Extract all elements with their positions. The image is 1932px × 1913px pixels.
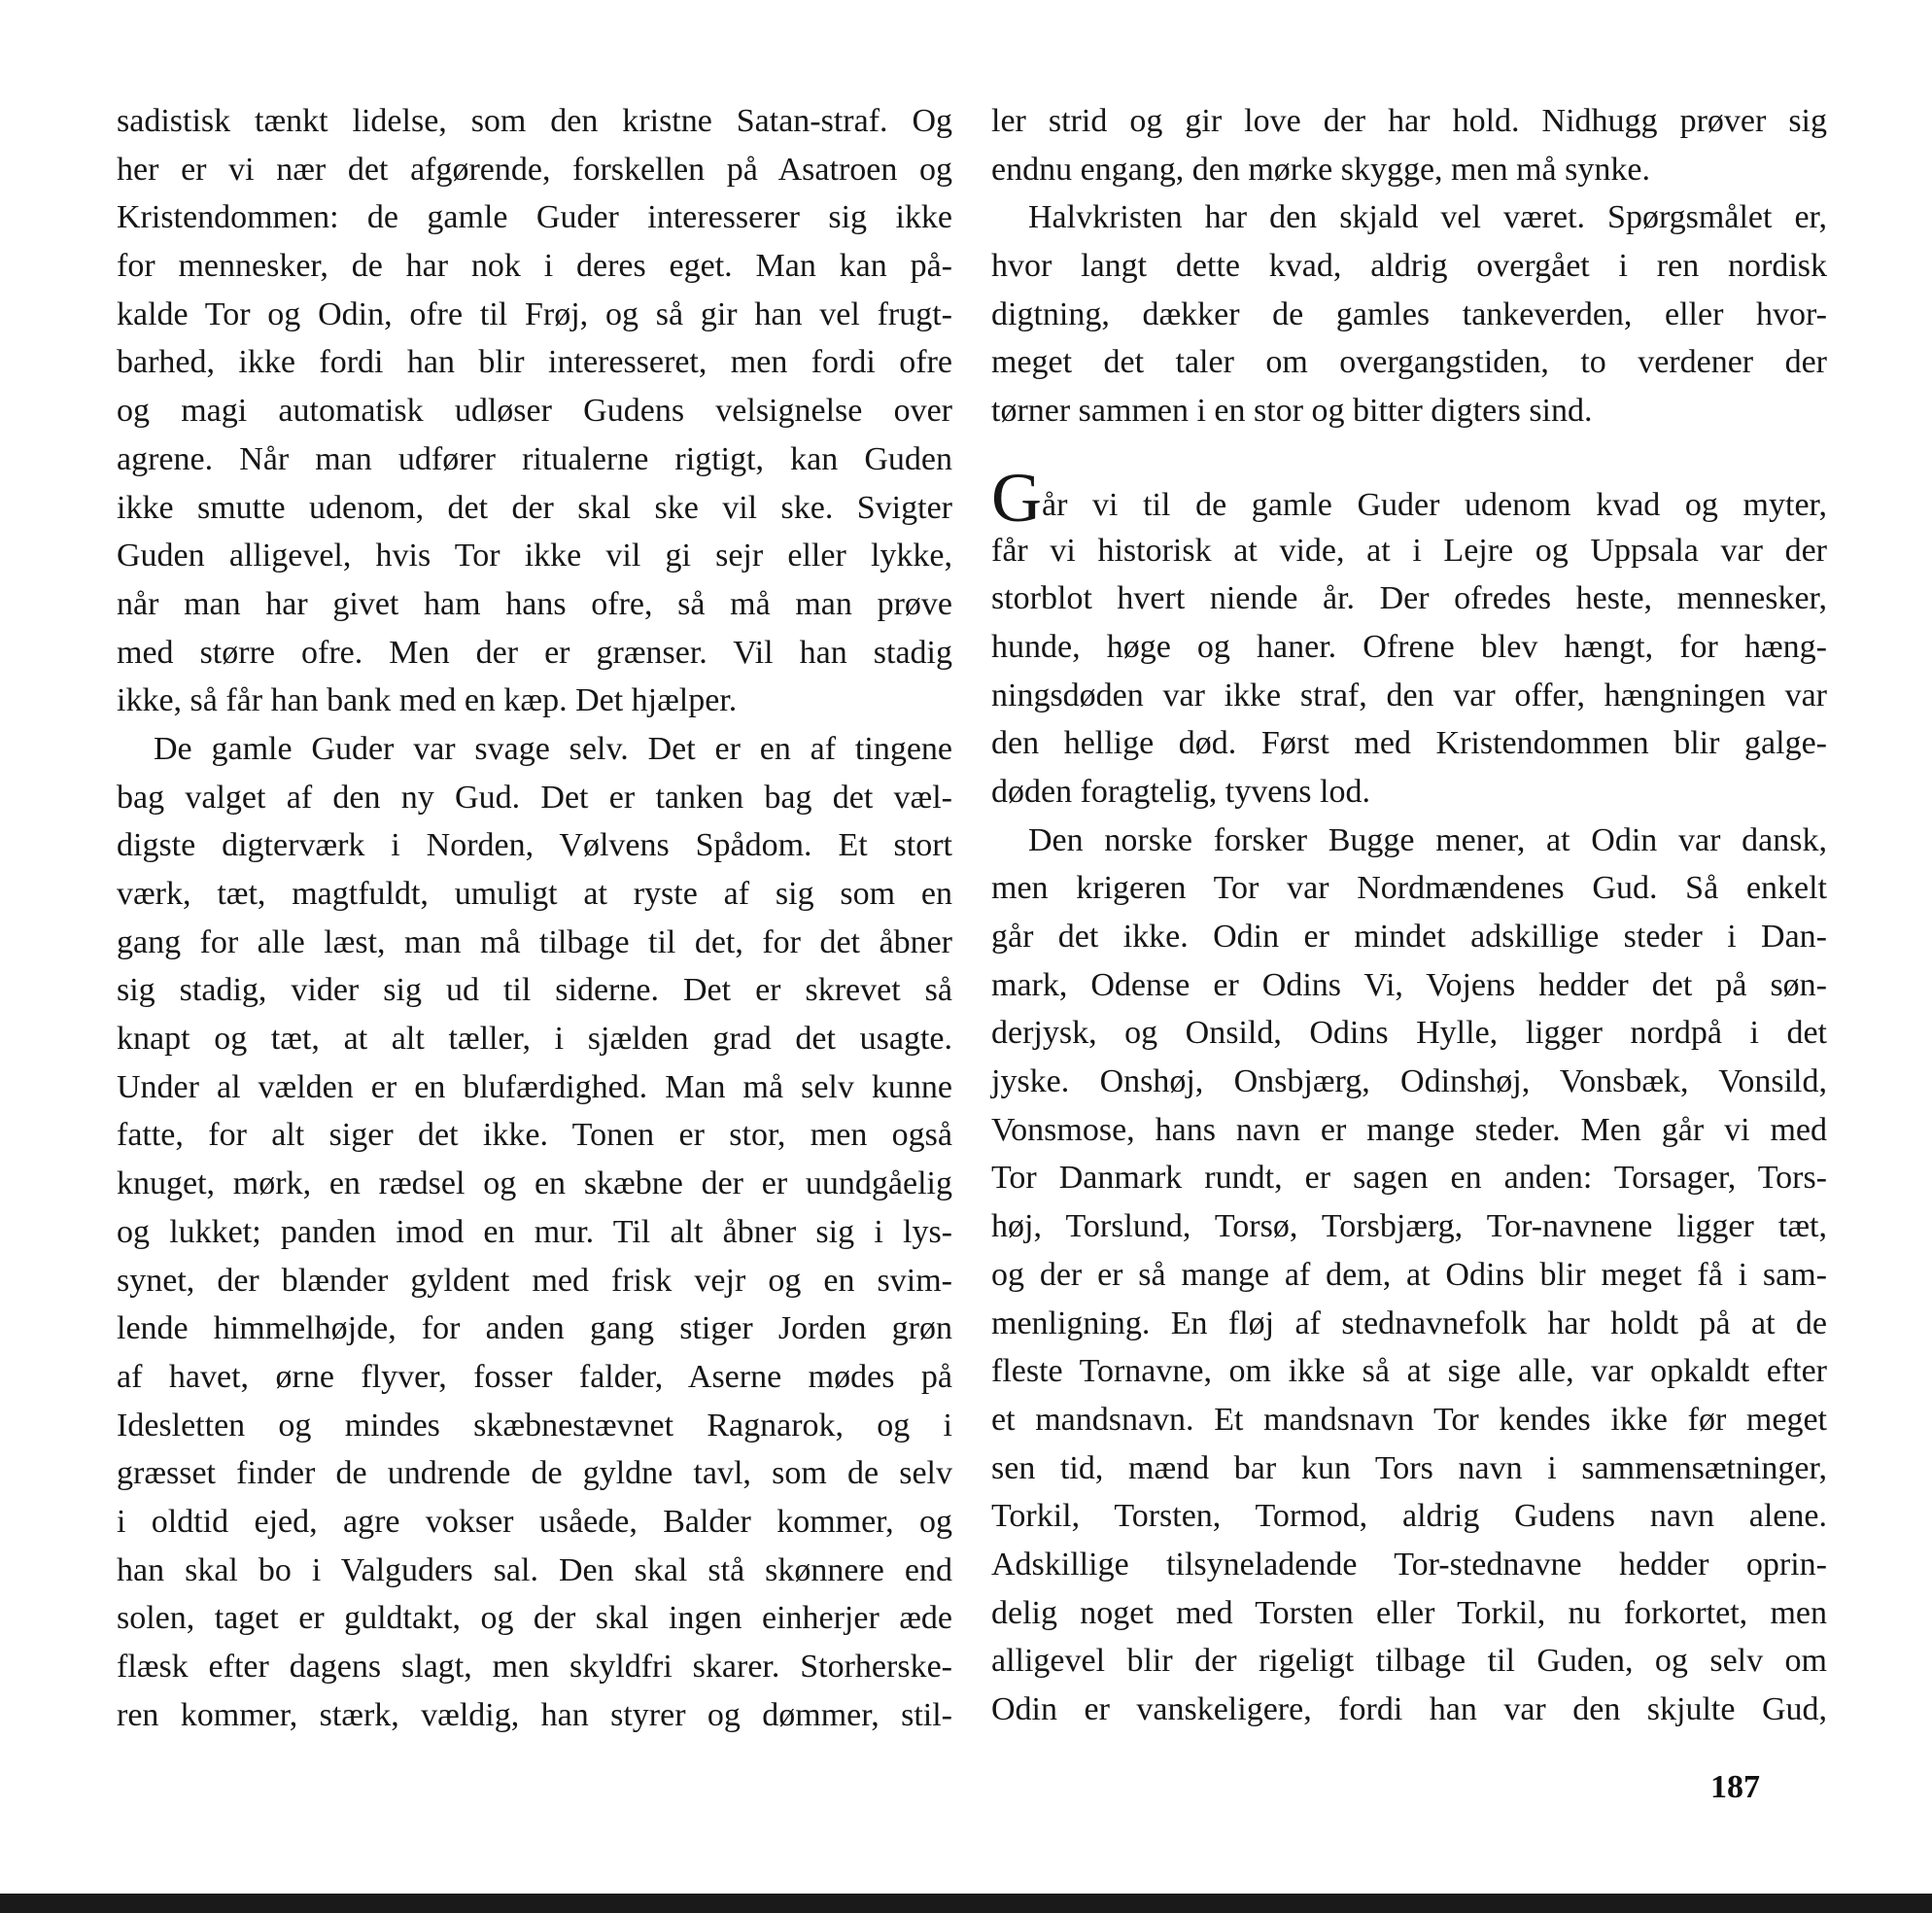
text-line: menligning. En fløj af stednavnefolk har holdt på at de (991, 1304, 1827, 1341)
scan-bottom-edge (0, 1894, 1932, 1913)
text-line: her er vi nær det afgørende, forskellen på Asatroen og (117, 151, 952, 188)
section-start-text: år vi til de gamle Guder udenom kvad og myter, (1042, 486, 1827, 523)
text-line: Odin er vanskeligere, fordi han var den skjulte Gud, (991, 1691, 1827, 1727)
text-line: går det ikke. Odin er mindet adskillige steder i Dan- (991, 919, 1827, 955)
text-line: Vonsmose, hans navn er mange steder. Men går vi med (991, 1111, 1827, 1148)
text-line: mark, Odense er Odins Vi, Vojens hedder det på søn- (991, 966, 1827, 1003)
text-line: Tor Danmark rundt, er sagen en anden: Torsager, Tors- (991, 1160, 1827, 1197)
text-line: gang for alle læst, man må tilbage til det, for det åbner (117, 923, 952, 960)
section-start-line (991, 458, 1827, 537)
text-line: græsset finder de undrende de gyldne tavl, som de selv (117, 1455, 952, 1492)
text-line: Kristendommen: de gamle Guder interesserer sig ikke (117, 199, 952, 236)
text-line: Guden alligevel, hvis Tor ikke vil gi sejr eller lykke, (117, 538, 952, 574)
paragraph-start-line: Halvkristen har den skjald vel været. Spørgsmålet er, (1028, 199, 1827, 236)
text-line: meget det taler om overgangstiden, to verdener der (991, 344, 1827, 381)
text-line: døden foragtelig, tyvens lod. (991, 773, 1370, 810)
text-line: jyske. Onshøj, Onsbjærg, Odinshøj, Vonsbæk, Vonsild, (991, 1063, 1827, 1100)
text-line: ler strid og gir love der har hold. Nidhugg prøver sig (991, 103, 1827, 139)
text-line: og magi automatisk udløser Gudens velsignelse over (117, 393, 952, 430)
text-line: derjysk, og Onsild, Odins Hylle, ligger nordpå i det (991, 1015, 1827, 1052)
text-line: ren kommer, stærk, vældig, han styrer og dømmer, stil- (117, 1696, 952, 1733)
text-line: fatte, for alt siger det ikke. Tonen er stor, men også (117, 1117, 952, 1154)
text-line: høj, Torslund, Torsø, Torsbjærg, Tor-navnene ligger tæt, (991, 1208, 1827, 1245)
text-line: digtning, dækker de gamles tankeverden, eller hvor- (991, 296, 1827, 332)
text-line: i oldtid ejed, agre vokser usåede, Balder kommer, og (117, 1503, 952, 1540)
text-line: knuget, mørk, en rædsel og en skæbne der er uundgåelig (117, 1165, 952, 1202)
text-line: barhed, ikke fordi han blir interesseret, men fordi ofre (117, 344, 952, 381)
text-line: får vi historisk at vide, at i Lejre og Uppsala var der (991, 532, 1827, 569)
text-line: synet, der blænder gyldent med frisk vejr og en svim- (117, 1262, 952, 1299)
text-line: sig stadig, vider sig ud til siderne. Det er skrevet så (117, 972, 952, 1009)
text-line: men krigeren Tor var Nordmændenes Gud. Så enkelt (991, 870, 1827, 907)
text-line: bag valget af den ny Gud. Det er tanken bag det væl- (117, 779, 952, 816)
drop-cap: G (991, 458, 1042, 537)
text-line: Torkil, Torsten, Tormod, aldrig Gudens navn alene. (991, 1498, 1827, 1535)
text-line: delig noget med Torsten eller Torkil, nu forkortet, men (991, 1594, 1827, 1631)
text-line: når man har givet ham hans ofre, så må man prøve (117, 585, 952, 622)
left-text-column (117, 97, 952, 1739)
text-line: ikke, så får han bank med en kæp. Det hjælper. (117, 682, 738, 719)
right-text-column (991, 97, 1827, 1734)
text-line: og lukket; panden imod en mur. Til alt åbner sig i lys- (117, 1213, 952, 1250)
text-line: ikke smutte udenom, det der skal ske vil ske. Svigter (117, 489, 952, 526)
paragraph-start-line: Den norske forsker Bugge mener, at Odin var dansk, (1028, 821, 1827, 858)
paragraph-start-line: De gamle Guder var svage selv. Det er en af tingene (154, 730, 952, 767)
text-line: tørner sammen i en stor og bitter digters sind. (991, 393, 1593, 430)
text-line: sen tid, mænd bar kun Tors navn i sammensætninger, (991, 1449, 1827, 1486)
text-line: den hellige død. Først med Kristendommen blir galge- (991, 725, 1827, 762)
text-line: solen, taget er guldtakt, og der skal ingen einherjer æde (117, 1600, 952, 1637)
text-line: endnu engang, den mørke skygge, men må synke. (991, 151, 1650, 188)
text-line: storblot hvert niende år. Der ofredes heste, mennesker, (991, 580, 1827, 617)
text-line: med større ofre. Men der er grænser. Vil han stadig (117, 634, 952, 671)
text-line: hunde, høge og haner. Ofrene blev hængt, for hæng- (991, 628, 1827, 665)
page-number: 187 (1710, 1769, 1760, 1805)
text-line: af havet, ørne flyver, fosser falder, Aserne mødes på (117, 1358, 952, 1395)
text-line: hvor langt dette kvad, aldrig overgået i ren nordisk (991, 248, 1827, 285)
text-line: han skal bo i Valguders sal. Den skal stå skønnere end (117, 1551, 952, 1588)
text-line: agrene. Når man udfører ritualerne rigtigt, kan Guden (117, 440, 952, 477)
text-line: Idesletten og mindes skæbnestævnet Ragnarok, og i (117, 1407, 952, 1443)
text-line: værk, tæt, magtfuldt, umuligt at ryste af sig som en (117, 876, 952, 912)
text-line: alligevel blir der rigeligt tilbage til Guden, og selv om (991, 1643, 1827, 1680)
text-line: sadistisk tænkt lidelse, som den kristne Satan-straf. Og (117, 103, 952, 139)
text-line: fleste Tornavne, om ikke så at sige alle, var opkaldt efter (991, 1353, 1827, 1390)
text-line: et mandsnavn. Et mandsnavn Tor kendes ikke før meget (991, 1401, 1827, 1438)
text-line: flæsk efter dagens slagt, men skyldfri skarer. Storherske- (117, 1649, 952, 1685)
text-line: knapt og tæt, at alt tæller, i sjælden grad det usagte. (117, 1021, 952, 1058)
text-line: ningsdøden var ikke straf, den var offer, hængningen var (991, 677, 1827, 713)
text-line: og der er så mange af dem, at Odins blir meget få i sam- (991, 1256, 1827, 1293)
section-break (991, 435, 1827, 478)
text-line: kalde Tor og Odin, ofre til Frøj, og så gir han vel frugt- (117, 296, 952, 332)
text-line: Adskillige tilsyneladende Tor-stednavne hedder oprin- (991, 1546, 1827, 1583)
text-line: for mennesker, de har nok i deres eget. Man kan på- (117, 248, 952, 285)
text-line: lende himmelhøjde, for anden gang stiger Jorden grøn (117, 1310, 952, 1347)
text-line: Under al vælden er en blufærdighed. Man må selv kunne (117, 1068, 952, 1105)
text-line: digste digterværk i Norden, Vølvens Spådom. Et stort (117, 827, 952, 864)
